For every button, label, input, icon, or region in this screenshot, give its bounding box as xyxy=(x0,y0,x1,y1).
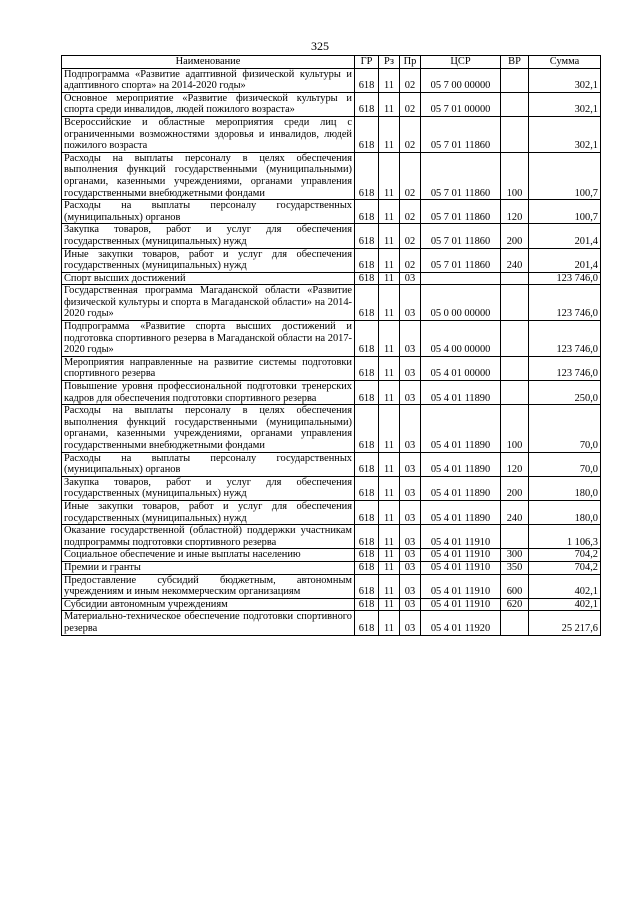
cell-csr: 05 7 01 11860 xyxy=(421,248,501,272)
cell-sum: 704,2 xyxy=(529,561,601,574)
cell-sum: 180,0 xyxy=(529,500,601,524)
cell-csr: 05 7 01 11860 xyxy=(421,200,501,224)
cell-vr: 100 xyxy=(501,405,529,452)
cell-pr: 02 xyxy=(400,152,421,199)
table-row xyxy=(62,285,601,321)
cell-vr xyxy=(501,525,529,549)
cell-vr: 350 xyxy=(501,561,529,574)
table-row xyxy=(62,574,601,598)
table-row xyxy=(62,116,601,152)
cell-gr: 618 xyxy=(355,476,379,500)
table-row xyxy=(62,476,601,500)
cell-sum: 180,0 xyxy=(529,476,601,500)
cell-rz: 11 xyxy=(379,525,400,549)
cell-csr: 05 0 00 00000 xyxy=(421,285,501,321)
cell-gr: 618 xyxy=(355,381,379,405)
header-name: Наименование xyxy=(62,56,355,69)
cell-rz: 11 xyxy=(379,549,400,562)
cell-rz: 11 xyxy=(379,405,400,452)
cell-vr xyxy=(501,381,529,405)
table-row xyxy=(62,598,601,611)
cell-pr: 03 xyxy=(400,549,421,562)
cell-sum: 402,1 xyxy=(529,598,601,611)
cell-rz: 11 xyxy=(379,356,400,380)
cell-pr: 03 xyxy=(400,405,421,452)
cell-gr: 618 xyxy=(355,598,379,611)
cell-pr: 02 xyxy=(400,248,421,272)
cell-gr: 618 xyxy=(355,285,379,321)
cell-pr: 03 xyxy=(400,611,421,635)
cell-vr: 120 xyxy=(501,200,529,224)
table-row xyxy=(62,152,601,199)
cell-sum: 123 746,0 xyxy=(529,356,601,380)
table-body xyxy=(62,68,601,635)
cell-sum: 402,1 xyxy=(529,574,601,598)
cell-rz: 11 xyxy=(379,611,400,635)
cell-vr xyxy=(501,611,529,635)
cell-pr: 03 xyxy=(400,452,421,476)
cell-name: Основное мероприятие «Развитие физической культуры и спорта среди инвалидов, людей пожилого возраста» xyxy=(62,92,355,116)
cell-vr: 300 xyxy=(501,549,529,562)
cell-name: Оказание государственной (областной) поддержки участникам подпрограммы подготовки спортивного резерва xyxy=(62,525,355,549)
cell-csr: 05 4 01 11910 xyxy=(421,549,501,562)
cell-sum: 70,0 xyxy=(529,452,601,476)
cell-pr: 02 xyxy=(400,68,421,92)
table-row xyxy=(62,500,601,524)
cell-name: Расходы на выплаты персоналу государственных (муниципальных) органов xyxy=(62,200,355,224)
cell-name: Закупка товаров, работ и услуг для обеспечения государственных (муниципальных) нужд xyxy=(62,476,355,500)
cell-gr: 618 xyxy=(355,611,379,635)
cell-rz: 11 xyxy=(379,561,400,574)
cell-gr: 618 xyxy=(355,224,379,248)
cell-rz: 11 xyxy=(379,598,400,611)
cell-name: Субсидии автономным учреждениям xyxy=(62,598,355,611)
cell-name: Расходы на выплаты персоналу в целях обеспечения выполнения функций государственными (муниципальными) органами, казенными учреждениями, органами управления государственными внебюджетными фондами xyxy=(62,405,355,452)
cell-gr: 618 xyxy=(355,452,379,476)
table-row xyxy=(62,549,601,562)
cell-pr: 03 xyxy=(400,321,421,357)
cell-sum: 1 106,3 xyxy=(529,525,601,549)
table-row xyxy=(62,224,601,248)
table-row xyxy=(62,68,601,92)
cell-sum: 123 746,0 xyxy=(529,321,601,357)
cell-sum: 704,2 xyxy=(529,549,601,562)
cell-rz: 11 xyxy=(379,272,400,285)
cell-name: Социальное обеспечение и иные выплаты населению xyxy=(62,549,355,562)
cell-sum: 302,1 xyxy=(529,92,601,116)
cell-name: Мероприятия направленные на развитие системы подготовки спортивного резерва xyxy=(62,356,355,380)
cell-gr: 618 xyxy=(355,321,379,357)
cell-csr: 05 4 01 11890 xyxy=(421,405,501,452)
cell-csr: 05 4 01 11910 xyxy=(421,561,501,574)
header-sum: Сумма xyxy=(529,56,601,69)
cell-gr: 618 xyxy=(355,152,379,199)
table-row xyxy=(62,525,601,549)
cell-sum: 123 746,0 xyxy=(529,285,601,321)
cell-rz: 11 xyxy=(379,381,400,405)
cell-rz: 11 xyxy=(379,152,400,199)
cell-pr: 02 xyxy=(400,224,421,248)
cell-name: Материально-техническое обеспечение подготовки спортивного резерва xyxy=(62,611,355,635)
cell-pr: 03 xyxy=(400,272,421,285)
cell-rz: 11 xyxy=(379,200,400,224)
header-vr: ВР xyxy=(501,56,529,69)
header-gr: ГР xyxy=(355,56,379,69)
cell-vr: 600 xyxy=(501,574,529,598)
table-row xyxy=(62,405,601,452)
cell-name: Предоставление субсидий бюджетным, автономным учреждениям и иным некоммерческим организациям xyxy=(62,574,355,598)
cell-name: Спорт высших достижений xyxy=(62,272,355,285)
table-row xyxy=(62,611,601,635)
cell-pr: 03 xyxy=(400,285,421,321)
cell-pr: 03 xyxy=(400,525,421,549)
cell-rz: 11 xyxy=(379,116,400,152)
cell-name: Всероссийские и областные мероприятия среди лиц с ограниченными возможностями здоровья и инвалидов, людей пожилого возраста xyxy=(62,116,355,152)
cell-name: Повышение уровня профессиональной подготовки тренерских кадров для обеспечения подготовки спортивного резерва xyxy=(62,381,355,405)
cell-csr: 05 7 01 11860 xyxy=(421,224,501,248)
cell-vr xyxy=(501,272,529,285)
cell-vr xyxy=(501,92,529,116)
cell-vr: 240 xyxy=(501,500,529,524)
cell-vr xyxy=(501,321,529,357)
cell-gr: 618 xyxy=(355,200,379,224)
cell-pr: 02 xyxy=(400,92,421,116)
cell-vr: 100 xyxy=(501,152,529,199)
cell-rz: 11 xyxy=(379,452,400,476)
table-header-row xyxy=(62,56,601,69)
header-pr: Пр xyxy=(400,56,421,69)
cell-sum: 123 746,0 xyxy=(529,272,601,285)
cell-sum: 100,7 xyxy=(529,200,601,224)
cell-csr: 05 7 01 11860 xyxy=(421,152,501,199)
cell-name: Расходы на выплаты персоналу в целях обеспечения выполнения функций государственными (муниципальными) органами, казенными учреждениями, органами управления государственными внебюджетными фондами xyxy=(62,152,355,199)
page-number: 325 xyxy=(311,39,329,53)
cell-vr: 240 xyxy=(501,248,529,272)
cell-csr: 05 4 01 11910 xyxy=(421,598,501,611)
cell-gr: 618 xyxy=(355,92,379,116)
cell-gr: 618 xyxy=(355,272,379,285)
cell-sum: 70,0 xyxy=(529,405,601,452)
cell-name: Премии и гранты xyxy=(62,561,355,574)
table-row xyxy=(62,356,601,380)
cell-csr: 05 4 01 11890 xyxy=(421,452,501,476)
cell-vr: 200 xyxy=(501,476,529,500)
cell-csr: 05 7 01 00000 xyxy=(421,92,501,116)
table-row xyxy=(62,321,601,357)
cell-gr: 618 xyxy=(355,248,379,272)
cell-name: Иные закупки товаров, работ и услуг для обеспечения государственных (муниципальных) нужд xyxy=(62,500,355,524)
table-row xyxy=(62,381,601,405)
cell-pr: 03 xyxy=(400,476,421,500)
cell-sum: 302,1 xyxy=(529,68,601,92)
cell-pr: 03 xyxy=(400,561,421,574)
cell-pr: 03 xyxy=(400,598,421,611)
cell-csr: 05 4 01 11890 xyxy=(421,500,501,524)
cell-rz: 11 xyxy=(379,92,400,116)
table-row xyxy=(62,248,601,272)
cell-vr: 120 xyxy=(501,452,529,476)
cell-csr xyxy=(421,272,501,285)
cell-csr: 05 4 00 00000 xyxy=(421,321,501,357)
table-row xyxy=(62,272,601,285)
cell-gr: 618 xyxy=(355,525,379,549)
table-row xyxy=(62,200,601,224)
cell-gr: 618 xyxy=(355,561,379,574)
cell-rz: 11 xyxy=(379,285,400,321)
cell-pr: 03 xyxy=(400,381,421,405)
cell-rz: 11 xyxy=(379,248,400,272)
cell-pr: 03 xyxy=(400,574,421,598)
cell-csr: 05 4 01 00000 xyxy=(421,356,501,380)
cell-name: Расходы на выплаты персоналу государственных (муниципальных) органов xyxy=(62,452,355,476)
cell-vr xyxy=(501,68,529,92)
cell-gr: 618 xyxy=(355,356,379,380)
cell-gr: 618 xyxy=(355,574,379,598)
cell-vr: 620 xyxy=(501,598,529,611)
cell-pr: 03 xyxy=(400,356,421,380)
cell-gr: 618 xyxy=(355,405,379,452)
cell-rz: 11 xyxy=(379,574,400,598)
cell-gr: 618 xyxy=(355,68,379,92)
cell-sum: 250,0 xyxy=(529,381,601,405)
cell-csr: 05 7 01 11860 xyxy=(421,116,501,152)
cell-rz: 11 xyxy=(379,500,400,524)
cell-sum: 201,4 xyxy=(529,224,601,248)
cell-sum: 201,4 xyxy=(529,248,601,272)
cell-csr: 05 7 00 00000 xyxy=(421,68,501,92)
cell-pr: 02 xyxy=(400,116,421,152)
cell-rz: 11 xyxy=(379,68,400,92)
cell-name: Подпрограмма «Развитие адаптивной физической культуры и адаптивного спорта» на 2014-2020 годы» xyxy=(62,68,355,92)
cell-vr xyxy=(501,356,529,380)
cell-vr xyxy=(501,285,529,321)
budget-table xyxy=(61,55,601,636)
cell-csr: 05 4 01 11920 xyxy=(421,611,501,635)
cell-csr: 05 4 01 11910 xyxy=(421,574,501,598)
table-row xyxy=(62,452,601,476)
header-rz: Рз xyxy=(379,56,400,69)
cell-sum: 100,7 xyxy=(529,152,601,199)
cell-sum: 302,1 xyxy=(529,116,601,152)
cell-pr: 03 xyxy=(400,500,421,524)
cell-rz: 11 xyxy=(379,476,400,500)
header-csr: ЦСР xyxy=(421,56,501,69)
cell-name: Подпрограмма «Развитие спорта высших достижений и подготовка спортивного резерва в Магаданской области на 2017-2020 годы» xyxy=(62,321,355,357)
cell-pr: 02 xyxy=(400,200,421,224)
cell-rz: 11 xyxy=(379,321,400,357)
cell-csr: 05 4 01 11890 xyxy=(421,476,501,500)
cell-csr: 05 4 01 11890 xyxy=(421,381,501,405)
cell-gr: 618 xyxy=(355,549,379,562)
cell-vr xyxy=(501,116,529,152)
cell-vr: 200 xyxy=(501,224,529,248)
cell-rz: 11 xyxy=(379,224,400,248)
cell-sum: 25 217,6 xyxy=(529,611,601,635)
cell-gr: 618 xyxy=(355,116,379,152)
table-row xyxy=(62,561,601,574)
cell-gr: 618 xyxy=(355,500,379,524)
cell-csr: 05 4 01 11910 xyxy=(421,525,501,549)
cell-name: Государственная программа Магаданской области «Развитие физической культуры и спорта в Магаданской области» на 2014-2020 годы» xyxy=(62,285,355,321)
cell-name: Закупка товаров, работ и услуг для обеспечения государственных (муниципальных) нужд xyxy=(62,224,355,248)
table-row xyxy=(62,92,601,116)
cell-name: Иные закупки товаров, работ и услуг для обеспечения государственных (муниципальных) нужд xyxy=(62,248,355,272)
